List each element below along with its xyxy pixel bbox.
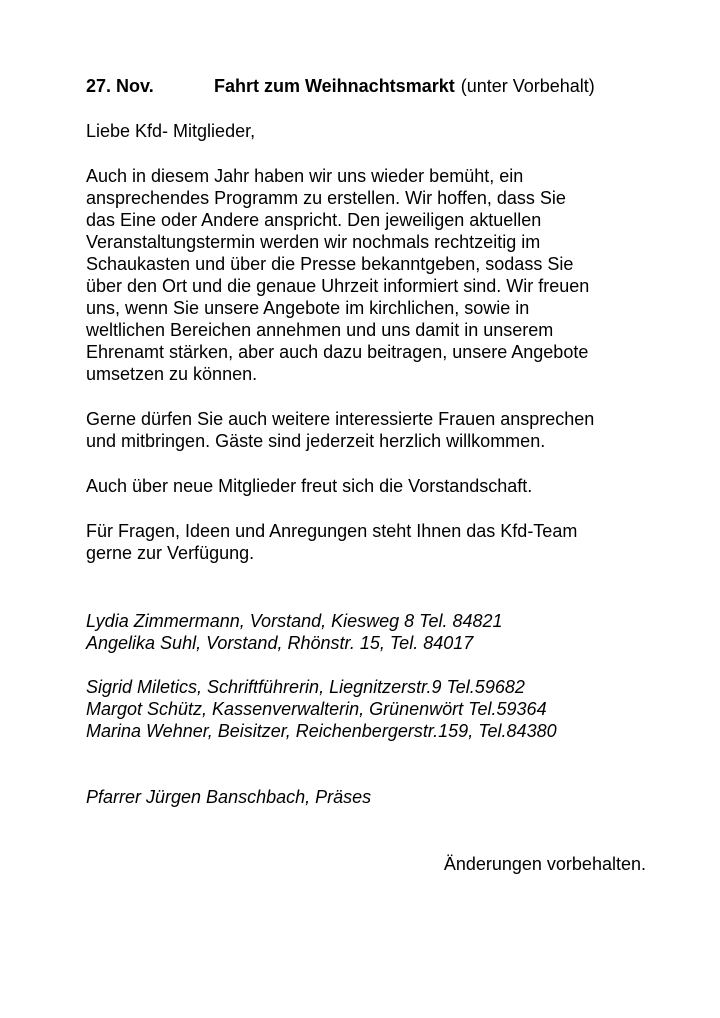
contact-line: Margot Schütz, Kassenverwalterin, Grünenwört Tel.59364 (86, 699, 547, 719)
text-line: Auch in diesem Jahr haben wir uns wieder bemüht, ein (86, 166, 524, 186)
footer-note: Änderungen vorbehalten. (443, 854, 646, 874)
contacts-team (86, 676, 646, 742)
contact-line: Lydia Zimmermann, Vorstand, Kiesweg 8 Tel. 84821 (86, 611, 503, 631)
text-line: Ehrenamt stärken, aber auch dazu beitragen, unsere Angebote (86, 342, 589, 362)
contacts-board (86, 610, 646, 654)
contact-line: Pfarrer Jürgen Banschbach, Präses (86, 787, 372, 807)
paragraph-questions (86, 520, 646, 564)
text-line: gerne zur Verfügung. (86, 543, 255, 563)
text-line: Für Fragen, Ideen und Anregungen steht Ihnen das Kfd-Team (86, 521, 578, 541)
text-line: ansprechendes Programm zu erstellen. Wir hoffen, dass Sie (86, 188, 566, 208)
contact-line: Marina Wehner, Beisitzer, Reichenbergerstr.159, Tel.84380 (86, 721, 557, 741)
contact-line: Angelika Suhl, Vorstand, Rhönstr. 15, Tel. 84017 (86, 633, 474, 653)
event-heading (86, 75, 646, 97)
contact-line: Sigrid Miletics, Schriftführerin, Liegnitzerstr.9 Tel.59682 (86, 677, 525, 697)
text-line: Schaukasten und über die Presse bekanntgeben, sodass Sie (86, 254, 574, 274)
document-page (86, 75, 646, 874)
text-line: weltlichen Bereichen annehmen und uns damit in unserem (86, 320, 554, 340)
event-date: 27. Nov. (86, 76, 154, 96)
text-line: das Eine oder Andere anspricht. Den jeweiligen aktuellen (86, 210, 542, 230)
text-line: Gerne dürfen Sie auch weitere interessierte Frauen ansprechen (86, 409, 595, 429)
text-line: über den Ort und die genaue Uhrzeit informiert sind. Wir freuen (86, 276, 590, 296)
event-note: (unter Vorbehalt) (460, 76, 595, 96)
text-line: und mitbringen. Gäste sind jederzeit herzlich willkommen. (86, 431, 546, 451)
contacts-pastor (86, 786, 646, 808)
paragraph-members (86, 475, 646, 497)
text-line: Veranstaltungstermin werden wir nochmals rechtzeitig im (86, 232, 541, 252)
paragraph-intro (86, 165, 646, 385)
greeting: Liebe Kfd- Mitglieder, (86, 121, 256, 141)
text-line: Auch über neue Mitglieder freut sich die Vorstandschaft. (86, 476, 533, 496)
text-line: uns, wenn Sie unsere Angebote im kirchlichen, sowie in (86, 298, 530, 318)
text-line: umsetzen zu können. (86, 364, 258, 384)
event-title: Fahrt zum Weihnachtsmarkt (214, 76, 455, 96)
paragraph-guests (86, 408, 646, 452)
